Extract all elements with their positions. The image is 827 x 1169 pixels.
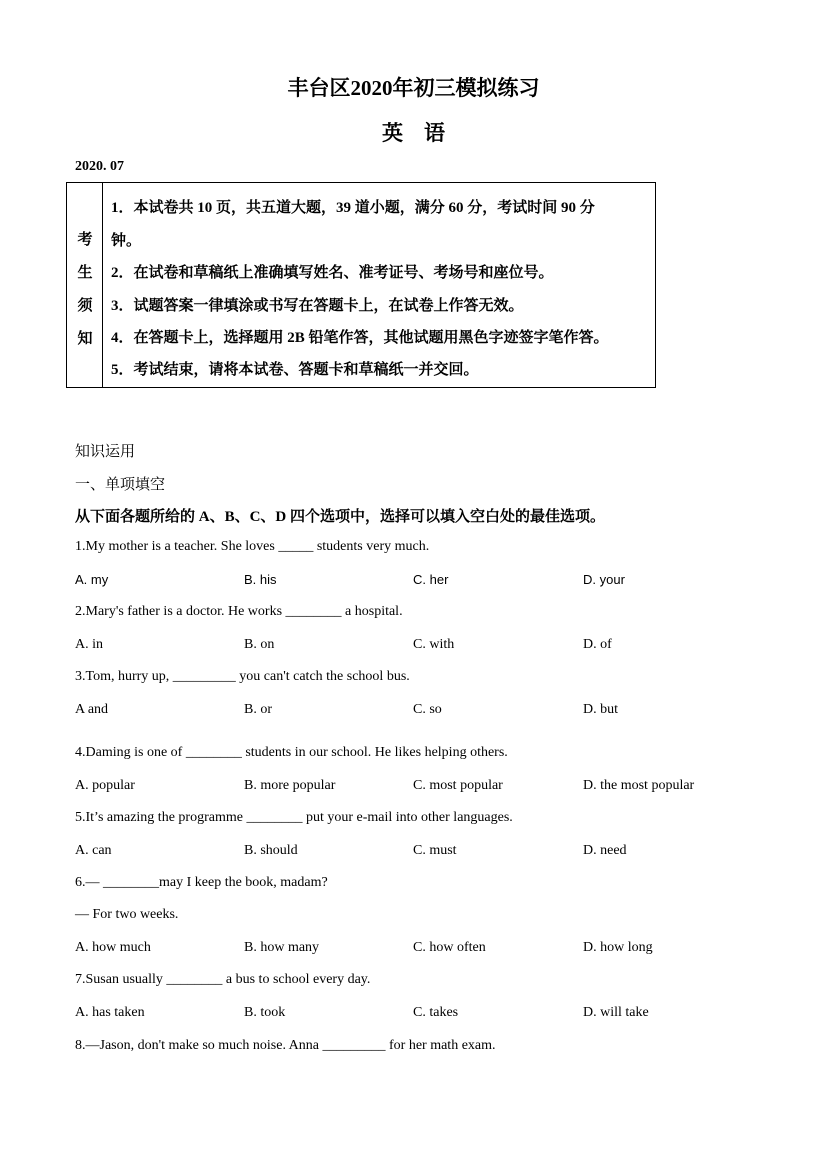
option-a: A. has taken <box>75 1005 145 1020</box>
option-a: A. how much <box>75 940 151 955</box>
question-stem: 7.Susan usually ________ a bus to school every day. <box>75 972 371 987</box>
option-b: B. his <box>244 572 277 587</box>
option-b: B. more popular <box>244 778 336 793</box>
option-b: B. should <box>244 843 298 858</box>
notice-line: 5．考试结束，请将本试卷、答题卡和草稿纸一并交回。 <box>111 362 479 378</box>
option-a: A. in <box>75 637 103 652</box>
notice-line: 3．试题答案一律填涂或书写在答题卡上，在试卷上作答无效。 <box>111 298 524 314</box>
notice-line: 4．在答题卡上，选择题用 2B 铅笔作答，其他试题用黑色字迹签字笔作答。 <box>111 330 609 346</box>
page-title: 丰台区2020年初三模拟练习 <box>287 76 540 100</box>
question-stem-response: — For two weeks. <box>75 907 179 922</box>
option-d: D. how long <box>583 940 653 955</box>
option-c: C. so <box>413 702 442 717</box>
option-c: C. her <box>413 572 449 587</box>
question-stem: 1.My mother is a teacher. She loves _____ students very much. <box>75 539 430 554</box>
option-a: A. my <box>75 572 109 587</box>
section-heading: 知识运用 <box>75 444 136 460</box>
question-stem: 6.— ________may I keep the book, madam? <box>75 875 328 890</box>
option-a: A. popular <box>75 778 135 793</box>
notice-label-char: 考 <box>77 232 93 248</box>
option-c: C. how often <box>413 940 486 955</box>
option-c: C. most popular <box>413 778 503 793</box>
option-b: B. or <box>244 702 272 717</box>
option-d: D. your <box>583 572 625 587</box>
question-stem: 4.Daming is one of ________ students in our school. He likes helping others. <box>75 745 508 760</box>
option-d: D. of <box>583 637 612 652</box>
notice-label-char: 须 <box>77 298 93 314</box>
section-instruction: 从下面各题所给的 A、B、C、D 四个选项中，选择可以填入空白处的最佳选项。 <box>75 509 606 525</box>
option-c: C. with <box>413 637 455 652</box>
question-stem: 8.—Jason, don't make so much noise. Anna _________ for her math exam. <box>75 1038 496 1053</box>
subject-title: 英 语 <box>382 121 445 145</box>
notice-label-char: 知 <box>77 331 93 347</box>
option-d: D. the most popular <box>583 778 695 793</box>
notice-box <box>66 182 656 388</box>
option-b: B. how many <box>244 940 320 955</box>
option-b: B. took <box>244 1005 286 1020</box>
notice-label-char: 生 <box>77 265 93 281</box>
option-d: D. but <box>583 702 618 717</box>
option-b: B. on <box>244 637 275 652</box>
option-d: D. will take <box>583 1005 649 1020</box>
question-stem: 2.Mary's father is a doctor. He works ________ a hospital. <box>75 604 403 619</box>
notice-line: 钟。 <box>111 233 142 249</box>
question-stem: 5.It’s amazing the programme ________ put your e-mail into other languages. <box>75 810 513 825</box>
option-a: A and <box>75 702 109 717</box>
section-subheading: 一、单项填空 <box>75 477 166 493</box>
question-stem: 3.Tom, hurry up, _________ you can't catch the school bus. <box>75 669 410 684</box>
option-c: C. must <box>413 843 457 858</box>
notice-line: 2．在试卷和草稿纸上准确填写姓名、准考证号、考场号和座位号。 <box>111 265 554 281</box>
option-d: D. need <box>583 843 627 858</box>
option-c: C. takes <box>413 1005 459 1020</box>
notice-label-column <box>67 183 103 387</box>
option-a: A. can <box>75 843 112 858</box>
notice-line: 1．本试卷共 10 页，共五道大题，39 道小题，满分 60 分，考试时间 90 分 <box>111 200 595 216</box>
exam-date: 2020. 07 <box>75 159 124 174</box>
